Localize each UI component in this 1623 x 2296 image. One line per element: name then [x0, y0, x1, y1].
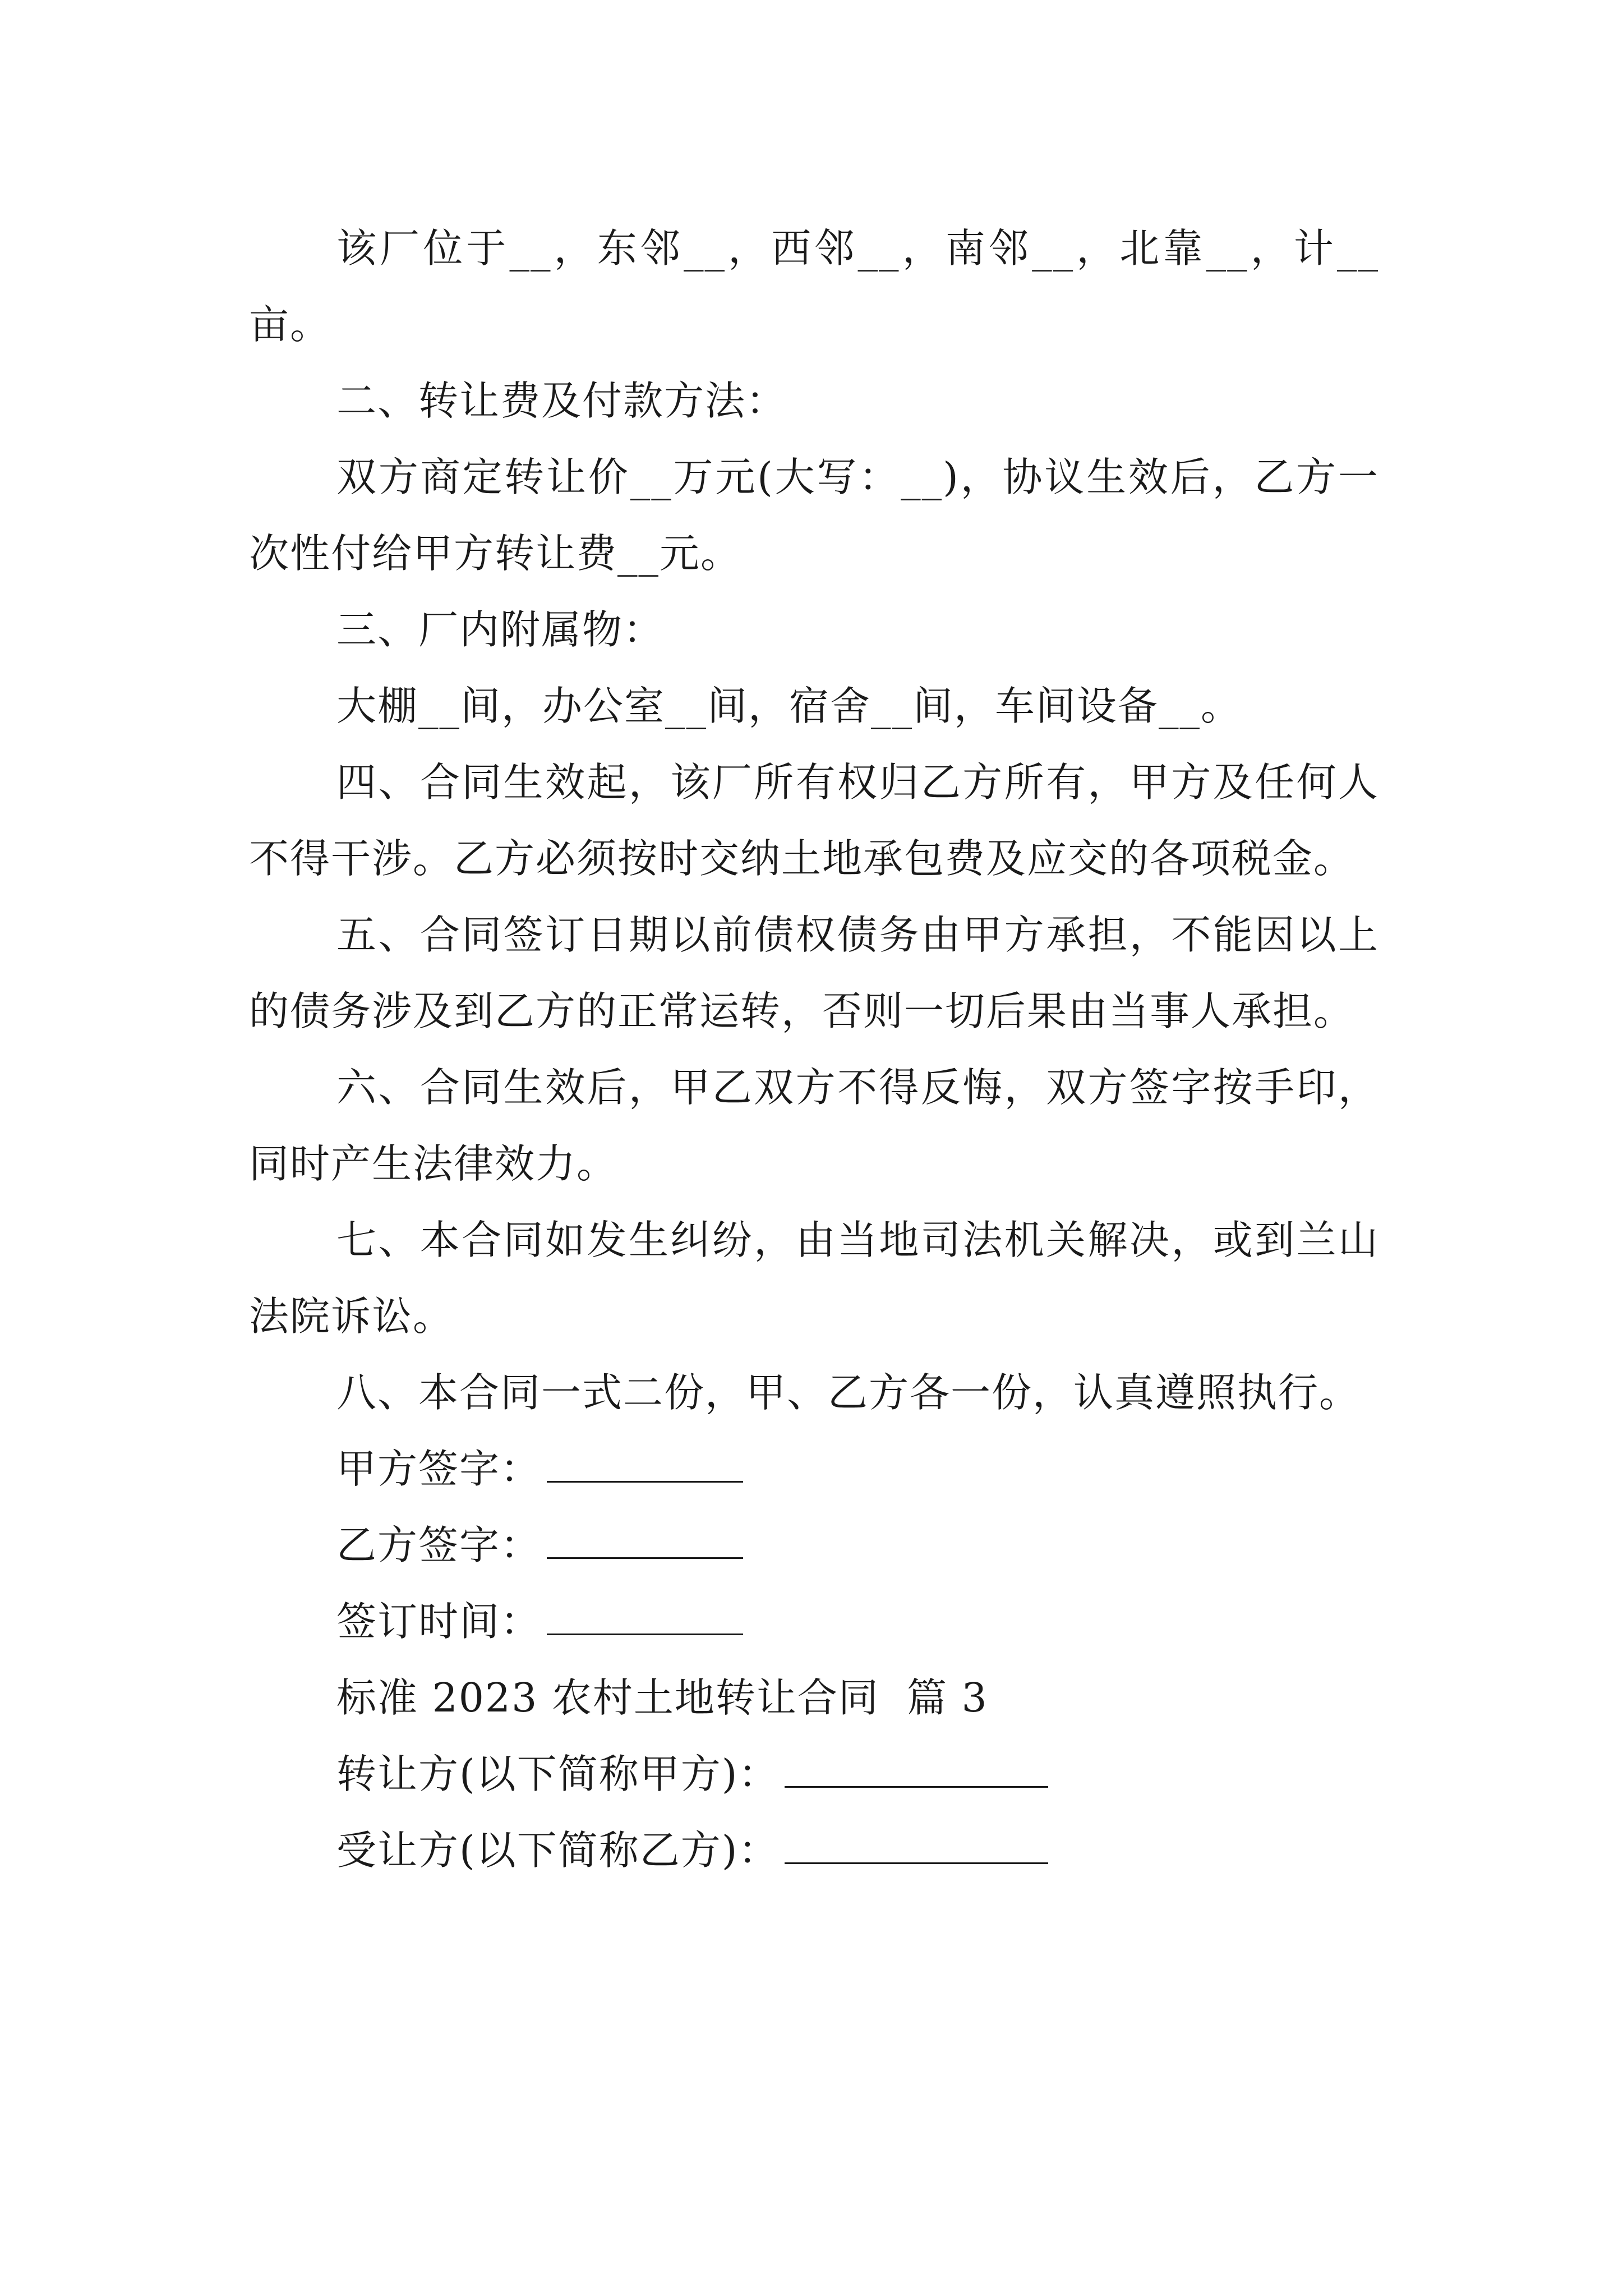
paragraph-payment-terms: 双方商定转让价__万元(大写：__)，协议生效后，乙方一次性付给甲方转让费__元。	[249, 454, 1379, 577]
party-transferee-label: 受让方(以下简称乙方)：	[336, 1827, 780, 1874]
signature-party-a-label: 甲方签字：	[336, 1446, 542, 1492]
signature-date-blank	[547, 1600, 743, 1635]
party-transferor-blank	[785, 1752, 1048, 1788]
party-transferee	[249, 1812, 1379, 1889]
paragraph-heading-attachments: 三、厂内附属物：	[336, 606, 665, 653]
paragraph-clause-six: 六、合同生效后，甲乙双方不得反悔，双方签字按手印，同时产生法律效力。	[249, 1064, 1379, 1187]
signature-party-b-label: 乙方签字：	[336, 1522, 542, 1568]
signature-party-a	[249, 1431, 1379, 1507]
party-transferor-label: 转让方(以下简称甲方)：	[336, 1751, 780, 1797]
paragraph-clause-eight: 八、本合同一式二份，甲、乙方各一份，认真遵照执行。	[336, 1369, 1361, 1416]
paragraph-heading-payment: 二、转让费及付款方法：	[336, 378, 787, 424]
signature-party-b-blank	[547, 1524, 743, 1559]
party-transferor	[249, 1736, 1379, 1812]
paragraph-clause-seven: 七、本合同如发生纠纷，由当地司法机关解决，或到兰山法院诉讼。	[249, 1217, 1379, 1340]
paragraph-clause-five: 五、合同签订日期以前债权债务由甲方承担，不能因以上的债务涉及到乙方的正常运转，否则一切后果由当事人承担。	[249, 912, 1379, 1034]
signature-party-a-blank	[547, 1447, 743, 1483]
contract-body	[249, 210, 1379, 1889]
signature-date-label: 签订时间：	[336, 1598, 542, 1645]
party-transferee-blank	[785, 1829, 1048, 1864]
paragraph-attachments: 大棚__间，办公室__间，宿舍__间，车间设备__。	[336, 683, 1242, 729]
paragraph-clause-four: 四、合同生效起，该厂所有权归乙方所有，甲方及任何人不得干涉。乙方必须按时交纳土地承包费及应交的各项税金。	[249, 759, 1379, 882]
paragraph-factory-location: 该厂位于__，东邻__，西邻__，南邻__，北靠__，计__亩。	[249, 225, 1379, 348]
signature-date	[249, 1584, 1379, 1660]
signature-party-b	[249, 1507, 1379, 1584]
section-title: 标准 2023 农村土地转让合同 篇 3	[336, 1674, 988, 1721]
